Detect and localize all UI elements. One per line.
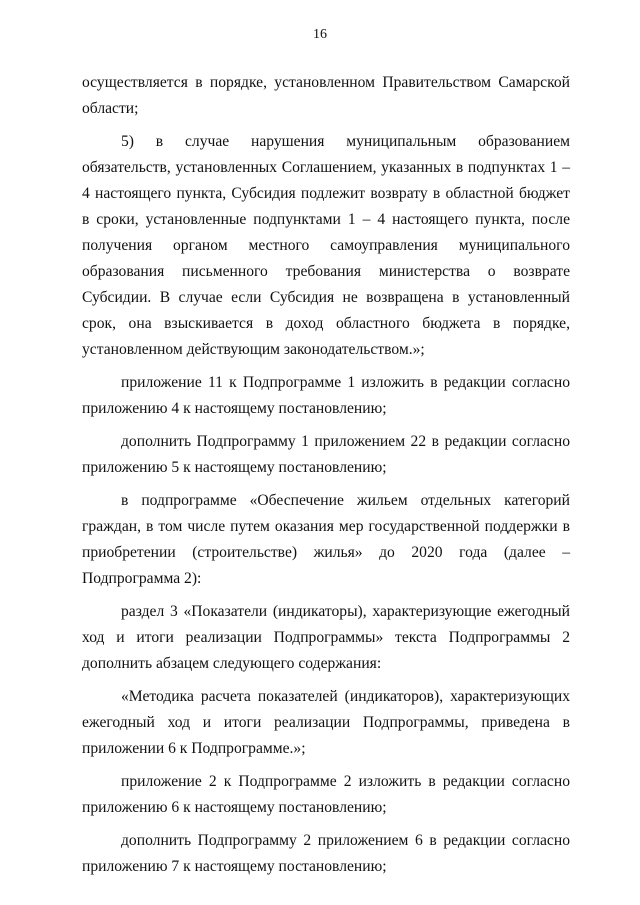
paragraph-7: «Методика расчета показателей (индикаторов), характеризующих ежегодный ход и итоги реализации Подпрограммы, приведена в приложении 6 к Подпрограмме.»; [82,688,570,757]
paragraph-1: осуществляется в порядке, установленном Правительством Самарской области; [82,74,570,117]
paragraph-5: в подпрограмме «Обеспечение жильем отдельных категорий граждан, в том числе путем оказания мер государственной поддержки в приобретении (строительстве) жилья» до 2020 года (далее – Подпрограмма 2): [82,492,570,587]
paragraph-6: раздел 3 «Показатели (индикаторы), характеризующие ежегодный ход и итоги реализации Подпрограммы» текста Подпрограммы 2 дополнить абзацем следующего содержания: [82,603,570,672]
paragraph-8: приложение 2 к Подпрограмме 2 изложить в редакции согласно приложению 6 к настоящему постановлению; [82,773,570,816]
document-body [82,70,570,887]
paragraph-3: приложение 11 к Подпрограмме 1 изложить в редакции согласно приложению 4 к настоящему постановлению; [82,374,570,417]
page-number: 16 [313,27,327,42]
paragraph-9: дополнить Подпрограмму 2 приложением 6 в редакции согласно приложению 7 к настоящему постановлению; [82,832,570,875]
paragraph-4: дополнить Подпрограмму 1 приложением 22 в редакции согласно приложению 5 к настоящему постановлению; [82,433,570,476]
paragraph-2: 5) в случае нарушения муниципальным образованием обязательств, установленных Соглашением, указанных в подпунктах 1 – 4 настоящего пункта, Субсидия подлежит возврату в областной бюджет в сроки, установленные подпунктами 1 – 4 настоящего пункта, после получения органом местного самоуправления муниципального образования письменного требования министерства о возврате Субсидии. В случае если Субсидия не возвращена в установленный срок, она взыскивается в доход областного бюджета в порядке, установленном действующим законодательством.»; [82,133,570,358]
